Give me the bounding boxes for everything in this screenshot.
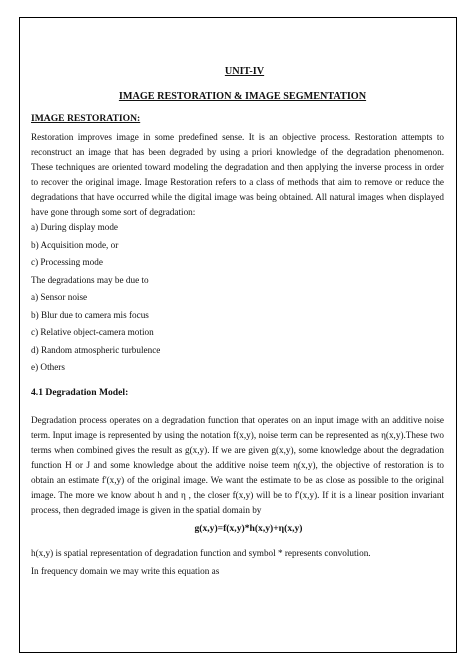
unit-title: UNIT-IV (224, 66, 265, 77)
subsection-heading: 4.1 Degradation Model: (31, 386, 129, 398)
section-heading: IMAGE RESTORATION: (31, 113, 141, 124)
intro-paragraph: Restoration improves image in some predefined sense. It is an objective process. Restoration attempts to reconstruct an image that has been degraded by using a priori knowledge of the degradation phenomenon. These techniques are oriented toward modeling the degradation and then applying the inverse process in order to recover the original image. Image Restoration refers to a class of methods that aim to remove or reduce the degradations that have occurred while the digital image was being obtained. All natural images when displayed have gone through some sort of degradation: (31, 132, 444, 217)
degradations-intro: The degradations may be due to (31, 274, 149, 285)
convolution-note: h(x,y) is spatial representation of degradation function and symbol * represents convolution. (31, 547, 371, 558)
document-content (31, 64, 444, 580)
list-item: b) Blur due to camera mis focus (31, 309, 149, 320)
degradation-causes-list (31, 290, 444, 378)
list-item: e) Others (31, 362, 65, 372)
model-paragraph: Degradation process operates on a degradation function that operates on an input image with an additive noise term. Input image is represented by using the notation f(x,y), noise term can be represented as η(x,y).These two terms when combined gives the result as g(x,y). If we are given g(x,y), some knowledge about the degradation function H or J and some knowledge about the additive noise teem η(x,y), the objective of restoration is to obtain an estimate f'(x,y) of the original image. We want the estimate to be as close as possible to the original image. The more we know about h and η , the closer f(x,y) will be to f'(x,y). If it is a linear position invariant process, then degraded image is given in the spatial domain by (31, 414, 444, 515)
list-item: a) During display mode (31, 222, 119, 232)
degradation-equation: g(x,y)=f(x,y)*h(x,y)+η(x,y) (194, 522, 303, 534)
modes-list (31, 220, 444, 273)
frequency-domain-note: In frequency domain we may write this equation as (31, 565, 220, 576)
list-item: a) Sensor noise (31, 292, 88, 302)
list-item: c) Processing mode (31, 257, 103, 267)
chapter-title: IMAGE RESTORATION & IMAGE SEGMENTATION (118, 91, 367, 102)
list-item: b) Acquisition mode, or (31, 239, 119, 250)
list-item: c) Relative object-camera motion (31, 327, 154, 337)
list-item: d) Random atmospheric turbulence (31, 344, 161, 355)
